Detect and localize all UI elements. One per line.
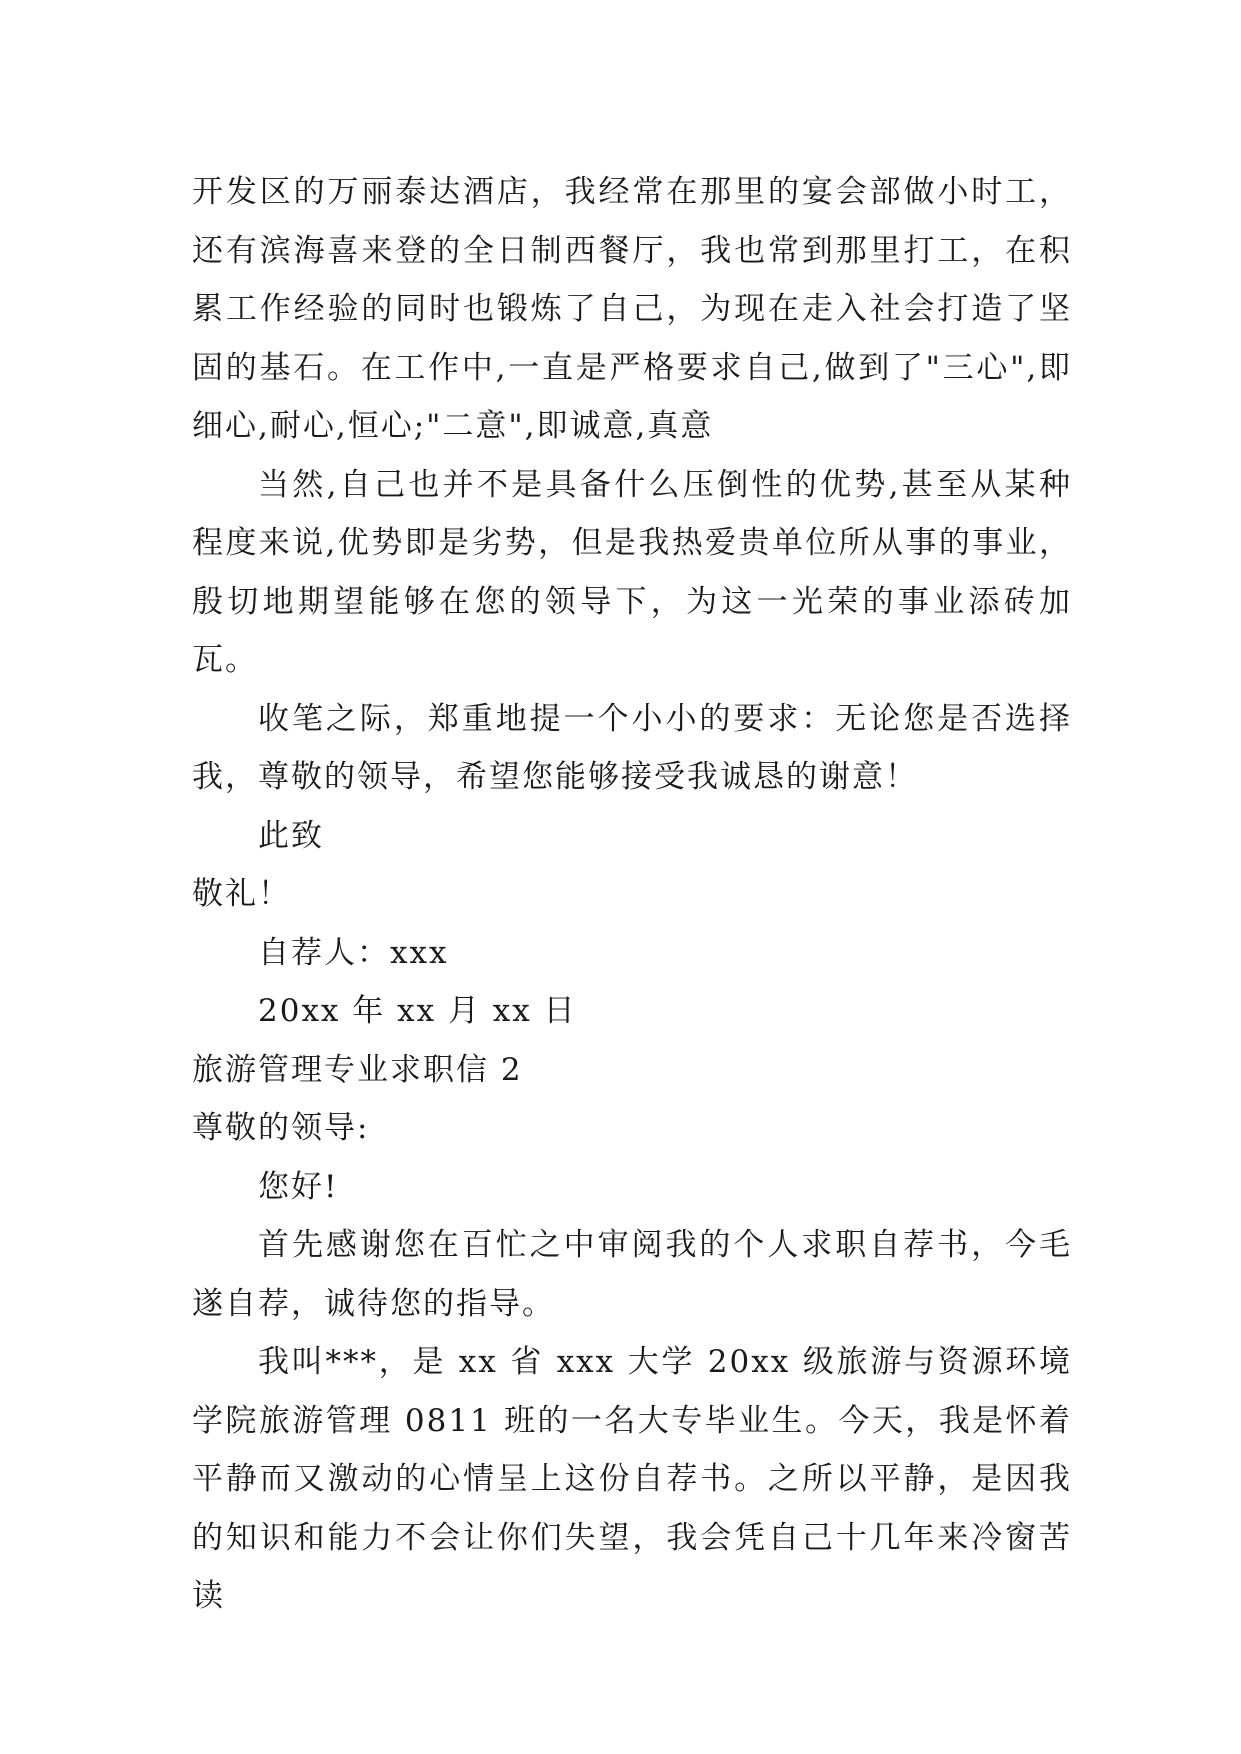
paragraph-thanks: 首先感谢您在百忙之中审阅我的个人求职自荐书，今毛遂自荐，诚待您的指导。 <box>192 1227 1072 1322</box>
letter-salutation: 尊敬的领导: <box>192 1110 370 1146</box>
paragraph-advantage: 当然,自己也并不是具备什么压倒性的优势,甚至从某种程度来说,优势即是劣势，但是我热爱贵单位所从事的事业，殷切地期望能够在您的领导下，为这一光荣的事业添砖加瓦。 <box>192 466 1072 678</box>
section-title: 旅游管理专业求职信 2 <box>192 1051 523 1088</box>
letter-greeting: 您好! <box>258 1168 339 1205</box>
closing-salutation: 此致 <box>258 817 324 854</box>
paragraph-introduction: 我叫***，是 xx 省 xxx 大学 20xx 级旅游与资源环境学院旅游管理 0811 班的一名大专毕业生。今天，我是怀着平静而又激动的心情呈上这份自荐书。之所以平静，是因我的知识和能力不会让你们失望，我会凭自己十几年来冷窗苦读 <box>192 1344 1072 1614</box>
paragraph-work-experience: 开发区的万丽泰达酒店，我经常在那里的宴会部做小时工，还有滨海喜来登的全日制西餐厅，我也常到那里打工，在积累工作经验的同时也锻炼了自己，为现在走入社会打造了坚固的基石。在工作中,一直是严格要求自己,做到了"三心",即细心,耐心,恒心;"二意",即诚意,真意 <box>192 174 1072 444</box>
signature-date: 20xx 年 xx 月 xx 日 <box>258 993 577 1029</box>
signature-name: 自荐人：xxx <box>258 934 449 971</box>
paragraph-closing-request: 收笔之际，郑重地提一个小小的要求：无论您是否选择我，尊敬的领导，希望您能够接受我诚恳的谢意！ <box>192 700 1072 795</box>
document-body <box>192 163 1072 1626</box>
closing-regards: 敬礼！ <box>192 876 291 912</box>
